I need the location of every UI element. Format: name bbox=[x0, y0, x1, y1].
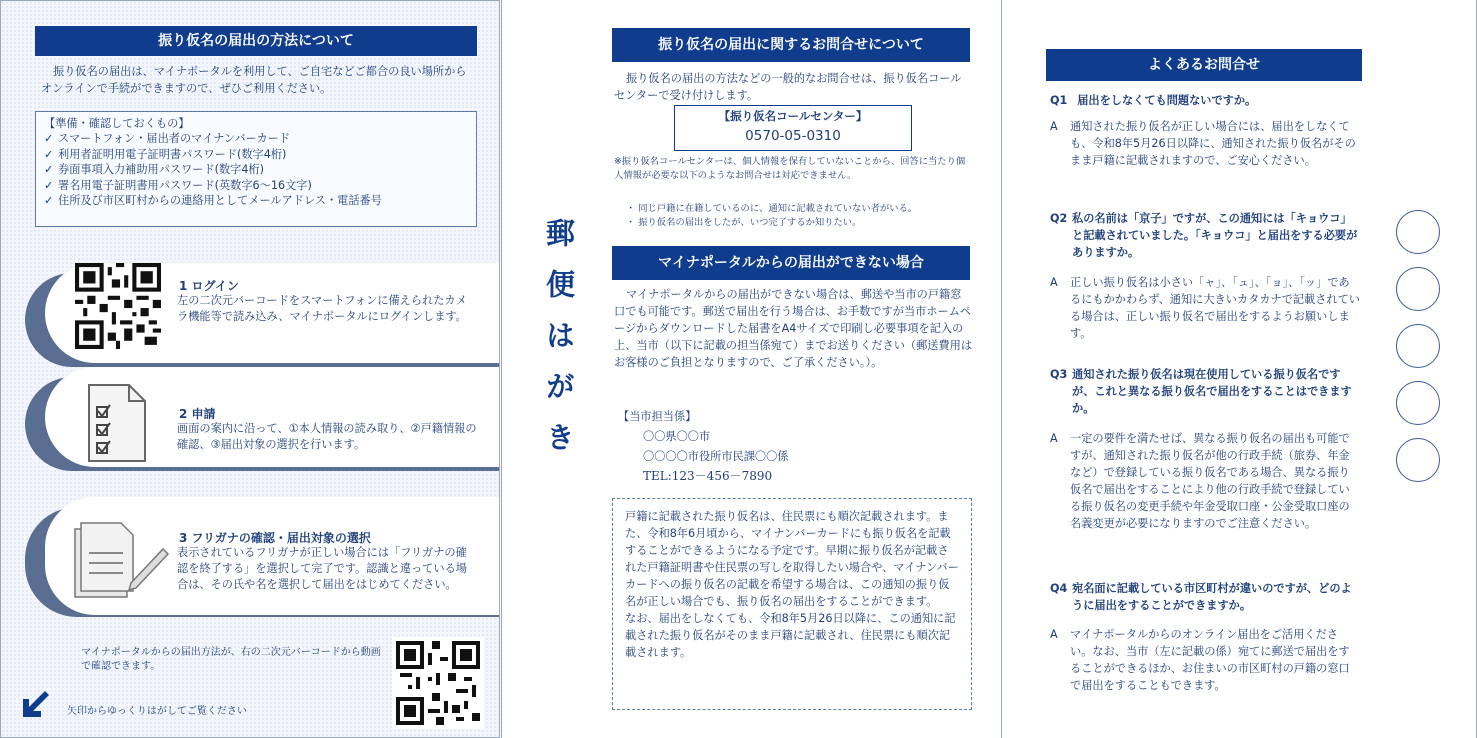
video-note: マイナポータルからの届出方法が、右の二次元バーコードから動画で確認できます。 bbox=[81, 647, 381, 672]
check-icon: ✓ bbox=[44, 147, 54, 161]
inquiry-text: 振り仮名の届出の方法などの一般的なお問合せは、振り仮名コールセンターで受け付けします。 bbox=[614, 72, 962, 102]
call-center-label: 【振り仮名コールセンター】 bbox=[718, 109, 868, 123]
prep-item: ✓ 券面事項入力補助用パスワード(数字4桁) bbox=[44, 163, 265, 176]
answer-label: A bbox=[1050, 276, 1058, 289]
prep-item: ✓ スマートフォン・届出者のマイナンバーカード bbox=[44, 132, 291, 145]
question-label: Q1 bbox=[1050, 94, 1068, 107]
faq-question bbox=[1050, 580, 1362, 614]
faq-heading: よくあるお問合せ bbox=[1046, 49, 1362, 81]
left-panel bbox=[0, 0, 500, 738]
furigana-info-text-2: なお、届出をしなくても、令和8年5月26日以降に、この通知に記載された振り仮名がそのまま戸籍に記載され、住民票にも順次記載されます。 bbox=[625, 612, 956, 659]
mail-text: マイナポータルからの届出ができない場合は、郵送や当市の戸籍窓口でも可能です。郵送で届出を行う場合は、お手数ですが当市ホームページからダウンロードした届書をA4サイズで印刷し必要事項を記入の上、当市（以下に記載の担当係宛て）までお送りください（郵送費用はお客様のご負担となりますので、ご了承ください。）。 bbox=[614, 288, 973, 369]
preparation-box bbox=[35, 111, 477, 227]
preparation-title: 【準備・確認しておくもの】 bbox=[44, 117, 190, 130]
answer-text: 正しい振り仮名は小さい「ャ」、「ュ」、「ョ」、「ッ」であるにもかかわらず、通知に大きいカタカナで記載されている場合は、正しい振り仮名で届出をするようお願いします。 bbox=[1070, 276, 1360, 340]
furigana-info-text: 戸籍に記載された振り仮名は、住民票にも順次記載されます。また、令和8年6月頃から、マイナンバーカードにも振り仮名を記載することができるようになる予定です。早期に振り仮名が記載された戸籍証明書や住民票の写しを取得したい場合や、マイナンバーカードへの振り仮名の記載を希望する場合は、この通知の振り仮名が正しい場合でも、振り仮名の届出をすることができます。 bbox=[625, 510, 959, 608]
faq-question bbox=[1050, 92, 1350, 109]
peel-note: 矢印からゆっくりはがしてご覧ください bbox=[67, 706, 247, 717]
check-icon: ✓ bbox=[44, 163, 54, 176]
question-text: 私の名前は「京子」ですが、この通知には「キョウコ」と記載されていました。「キョウコ」と届出をする必要がありますか。 bbox=[1072, 212, 1358, 259]
step-1-title: 1 ログイン bbox=[179, 279, 239, 293]
office-line: 〇〇〇〇市役所市民課〇〇係 bbox=[643, 450, 789, 463]
question-label: Q4 bbox=[1050, 582, 1068, 595]
faq-question bbox=[1050, 210, 1362, 261]
note-item: ・ 振り仮名の届出をしたが、いつ完了するか知りたい。 bbox=[626, 217, 862, 228]
step-2-card bbox=[45, 367, 500, 467]
office-line: TEL:123－456－7890 bbox=[643, 469, 773, 483]
question-label: Q2 bbox=[1050, 212, 1068, 225]
question-label: Q3 bbox=[1050, 368, 1068, 381]
seal-circle bbox=[1396, 381, 1440, 425]
check-icon: ✓ bbox=[44, 132, 54, 145]
filing-method-heading: 振り仮名の届出の方法について bbox=[35, 26, 477, 56]
login-qr-code-icon bbox=[75, 263, 161, 349]
question-text: 通知された振り仮名は現在使用している振り仮名ですが、これと異なる振り仮名で届出をすることはできますか。 bbox=[1072, 368, 1352, 415]
seal-circle bbox=[1396, 324, 1440, 368]
step-1-card bbox=[45, 263, 500, 363]
call-center-box bbox=[674, 105, 912, 151]
check-icon: ✓ bbox=[44, 194, 54, 207]
answer-label: A bbox=[1050, 432, 1058, 445]
faq-answer bbox=[1050, 430, 1360, 532]
note-item: ・ 同じ戸籍に在籍しているのに、通知に記載されていない者がいる。 bbox=[626, 203, 918, 214]
step-1-body: 左の二次元バーコードをスマートフォンに備えられたカメラ機能等で読み込み、マイナポータルにログインします。 bbox=[177, 294, 467, 323]
call-center-number: 0570-05-0310 bbox=[745, 128, 841, 144]
answer-label: A bbox=[1050, 628, 1058, 641]
answer-text: 一定の要件を満たせば、異なる振り仮名の届出も可能ですが、通知された振り仮名が他の行政手続（旅券、年金など）で登録している振り仮名である場合、異なる振り仮名で届出をすることにより他の行政手続で登録している振り仮名の変更手続や年金受取口座・公金受取口座の名義変更が必要になりますのでご注意ください。 bbox=[1070, 432, 1350, 530]
step-2-title: 2 申請 bbox=[179, 407, 216, 421]
checklist-icon bbox=[85, 383, 149, 463]
mail-heading: マイナポータルからの届出ができない場合 bbox=[612, 246, 970, 280]
answer-label: A bbox=[1050, 120, 1058, 133]
seal-circle bbox=[1396, 267, 1440, 311]
video-qr-code-icon bbox=[392, 637, 484, 729]
documents-pen-icon bbox=[71, 519, 171, 599]
step-2-body: 画面の案内に沿って、①本人情報の読み取り、②戸籍情報の確認、③届出対象の選択を行います。 bbox=[177, 422, 477, 451]
question-text: 宛名面に記載している市区町村が違いのですが、どのように届出をすることができますか。 bbox=[1072, 582, 1352, 612]
prep-item: ✓ 利用者証明用電子証明書パスワード(数字4桁) bbox=[44, 147, 287, 161]
answer-text: マイナポータルからのオンライン届出をご活用ください。なお、当市（左に記載の係）宛てに郵送で届出をすることができるほか、お住まいの市区町村の戸籍の窓口で届出をすることもできます。 bbox=[1070, 628, 1350, 692]
seal-circle bbox=[1396, 210, 1440, 254]
faq-question bbox=[1050, 366, 1362, 417]
faq-answer bbox=[1050, 118, 1360, 169]
office-label: 【当市担当係】 bbox=[618, 410, 697, 423]
postcard-title: 郵便はがき bbox=[542, 218, 576, 473]
check-icon: ✓ bbox=[44, 178, 54, 192]
prep-item: ✓ 住所及び市区町村からの連絡用としてメールアドレス・電話番号 bbox=[44, 194, 382, 207]
seal-circle bbox=[1396, 438, 1440, 482]
faq-answer bbox=[1050, 274, 1360, 342]
furigana-info-box bbox=[612, 498, 972, 710]
peel-arrow-icon bbox=[21, 689, 51, 719]
filing-intro: 振り仮名の届出は、マイナポータルを利用して、ご自宅などご都合の良い場所からオンラインで手続ができますので、ぜひご利用ください。 bbox=[41, 65, 467, 95]
office-line: 〇〇県〇〇市 bbox=[643, 430, 711, 443]
step-3-body: 表示されているフリガナが正しい場合には「フリガナの確認を終了する」を選択して完了です。認識と違っている場合は、その氏や名を選択して届出をはじめてください。 bbox=[177, 546, 467, 591]
step-3-card bbox=[45, 497, 500, 615]
question-text: 届出をしなくても問題ないですか。 bbox=[1077, 94, 1257, 107]
faq-answer bbox=[1050, 626, 1360, 694]
step-3-title: 3 フリガナの確認・届出対象の選択 bbox=[179, 531, 371, 545]
answer-text: 通知された振り仮名が正しい場合には、届出をしなくても、令和8年5月26日以降に、通知された振り仮名がそのまま戸籍に記載されますので、ご安心ください。 bbox=[1070, 120, 1356, 167]
call-center-note: ※振り仮名コールセンターは、個人情報を保有していないことから、回答に当たり個人情報が必要な以下のようなお問合せは対応できません。 bbox=[614, 156, 966, 181]
prep-item: ✓ 署名用電子証明書用パスワード(英数字6～16文字) bbox=[44, 178, 312, 192]
inquiry-heading: 振り仮名の届出に関するお問合せについて bbox=[612, 28, 970, 62]
